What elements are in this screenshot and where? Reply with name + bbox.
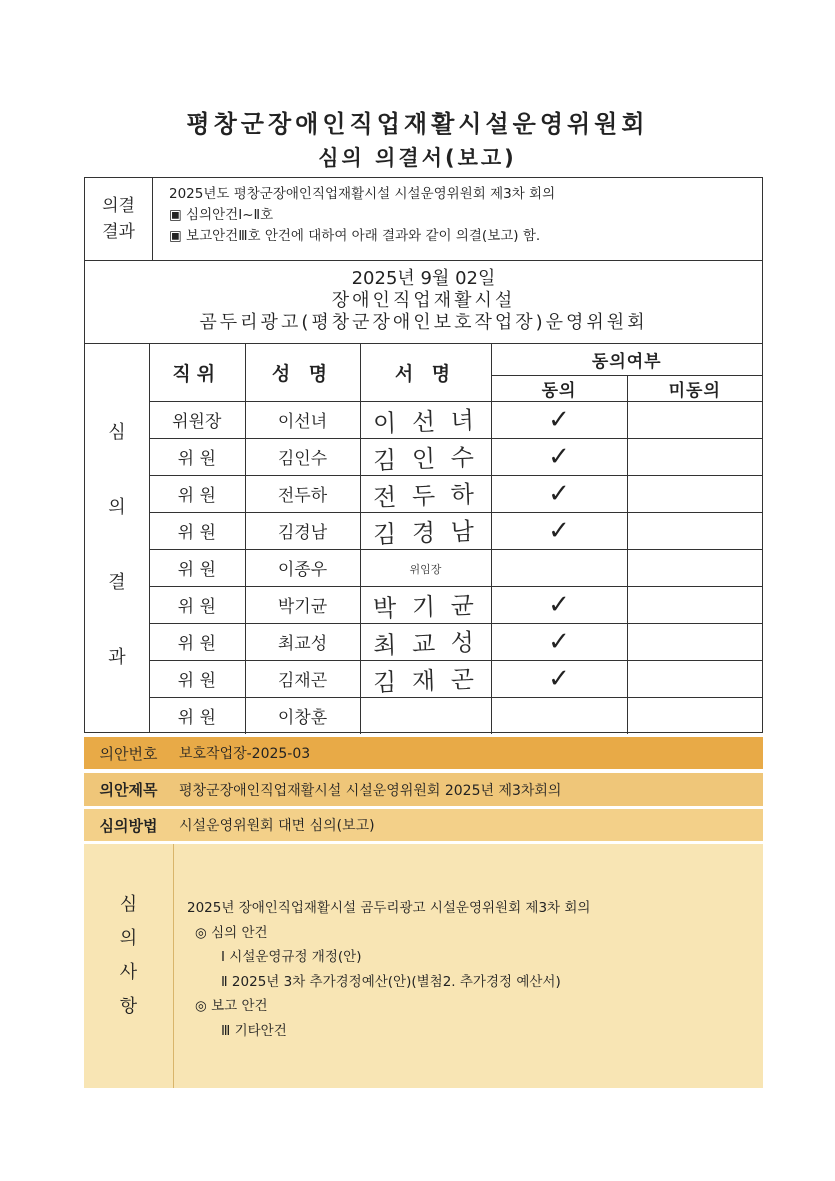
member-row [149, 697, 762, 734]
member-signature: 최 교 성 [372, 628, 479, 660]
header-agree: 동의 [491, 375, 627, 401]
member-agree: ✓ [548, 478, 570, 509]
member-position: 위원장 [172, 412, 222, 432]
resolution-date: 2025년 9월 02일 [351, 268, 496, 289]
agenda-number-value: 보호작업장-2025-03 [179, 746, 311, 762]
member-position: 위 원 [177, 634, 216, 654]
header-name: 성 명 [245, 344, 360, 401]
review-table [149, 344, 762, 734]
member-row [149, 401, 762, 438]
member-row [149, 586, 762, 623]
member-name: 이창훈 [277, 708, 328, 729]
details-line: 2025년 장애인직업재활시설 곰두리광고 시설운영위원회 제3차 회의 [187, 900, 591, 916]
agenda-title-bar [84, 773, 763, 806]
member-signature: 이 선 녀 [372, 406, 479, 438]
result-label-line2: 결과 [102, 222, 135, 242]
date-block [85, 261, 762, 343]
member-name: 박기균 [277, 597, 328, 617]
member-name: 최교성 [277, 634, 328, 654]
review-details [84, 844, 763, 1088]
agenda-title-value: 평창군장애인직업재활시설 시설운영위원회 2025년 제3차회의 [179, 782, 562, 799]
member-name: 이종우 [277, 560, 328, 580]
member-position: 위 원 [177, 597, 216, 617]
member-position: 위 원 [177, 486, 216, 506]
member-name: 김인수 [277, 449, 328, 469]
member-name: 김재곤 [277, 671, 328, 691]
member-name: 이선녀 [277, 412, 328, 432]
header-signature: 서 명 [360, 344, 491, 401]
member-position: 위 원 [177, 523, 216, 543]
details-line: ◎ 심의 안건 [195, 924, 268, 941]
member-position: 위 원 [177, 560, 216, 580]
details-line: Ⅱ 2025년 3차 추가경정예산(안)(별첨2. 추가경정 예산서) [221, 973, 561, 990]
member-row [149, 438, 762, 475]
method-bar [84, 809, 763, 841]
member-agree: ✓ [548, 589, 570, 620]
member-signature: 전 두 하 [372, 480, 479, 512]
organization-line2: 곰두리광고(평창군장애인보호작업장)운영위원회 [199, 312, 648, 333]
member-signature: 박 기 균 [372, 591, 479, 623]
member-position: 위 원 [177, 708, 216, 729]
method-label: 심의방법 [99, 816, 158, 835]
document-title: 평창군장애인직업재활시설운영위원회 [186, 110, 649, 138]
details-line: Ⅲ 기타안건 [221, 1022, 287, 1039]
result-text [153, 178, 762, 260]
agenda-number-bar [84, 737, 763, 769]
result-line: 2025년도 평창군장애인직업재활시설 시설운영위원회 제3차 회의 [169, 186, 556, 202]
result-label [85, 178, 153, 260]
header-consent: 동의여부 [491, 344, 762, 375]
agenda-title-label: 의안제목 [99, 781, 158, 799]
details-text [187, 896, 590, 1043]
member-row [149, 549, 762, 586]
organization-line1: 장애인직업재활시설 [331, 290, 516, 311]
result-line: ▣ 심의안건Ⅰ~Ⅱ호 [169, 207, 274, 223]
review-side-label: 심 의 결 과 [108, 422, 126, 668]
member-agree: ✓ [548, 515, 570, 546]
member-agree: ✓ [548, 441, 570, 472]
member-signature: 김 경 남 [372, 517, 479, 549]
method-value: 시설운영위원회 대면 심의(보고) [179, 818, 375, 834]
member-agree: ✓ [548, 663, 570, 694]
details-side-label: 심 의 사 항 [119, 894, 138, 1017]
member-name: 전두하 [277, 486, 328, 506]
member-row [149, 623, 762, 660]
member-row [149, 512, 762, 549]
member-row [149, 475, 762, 512]
member-name: 김경남 [277, 523, 328, 543]
result-label-line1: 의결 [102, 196, 135, 216]
document-subtitle: 심의 의결서(보고) [318, 146, 517, 170]
member-signature: 김 인 수 [372, 443, 479, 475]
result-line: ▣ 보고안건Ⅲ호 안건에 대하여 아래 결과와 같이 의결(보고) 함. [169, 228, 541, 244]
member-agree: ✓ [548, 404, 570, 435]
agenda-number-label: 의안번호 [99, 744, 158, 763]
details-line: ◎ 보고 안건 [195, 998, 268, 1014]
member-signature: 위임장 [409, 562, 442, 576]
header-disagree: 미동의 [627, 375, 762, 401]
member-agree: ✓ [548, 626, 570, 657]
details-line: Ⅰ 시설운영규정 개정(안) [221, 949, 362, 965]
resolution-frame [84, 177, 763, 733]
member-row [149, 660, 762, 697]
member-position: 위 원 [177, 449, 216, 469]
member-position: 위 원 [177, 671, 216, 691]
member-signature: 김 재 곤 [372, 665, 479, 697]
header-position: 직위 [149, 344, 245, 401]
